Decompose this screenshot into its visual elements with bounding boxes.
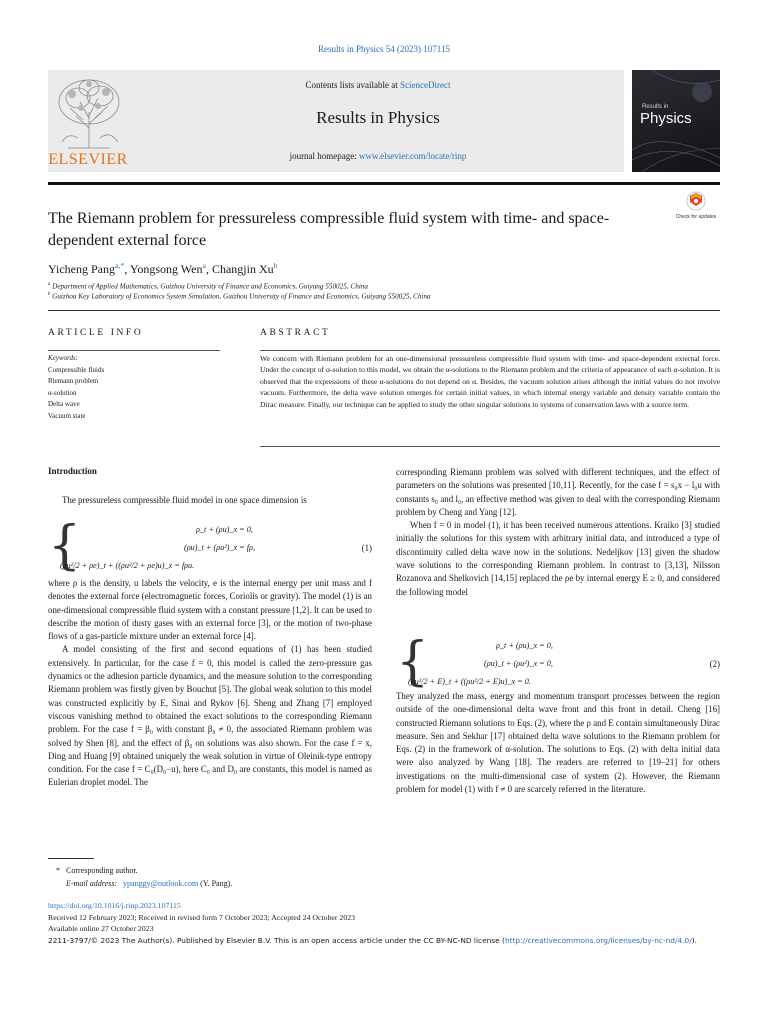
keyword-item: Compressible fluids: [48, 366, 105, 374]
right-paragraph-3: [396, 690, 720, 796]
journal-homepage: [136, 151, 620, 161]
keyword-item: Vacuum state: [48, 411, 86, 420]
abstract-heading: ABSTRACT: [260, 328, 331, 338]
homepage-link[interactable]: www.elsevier.com/locate/rinp: [359, 151, 467, 161]
title-rule: [48, 310, 720, 311]
journal-cover-image: [632, 70, 720, 172]
paragraph-text: When f = 0 in model (1), it has been received numerous attentions. Kraiko [3] studied initially the solutions for this system with arbitrary initial data, and introduced a type of discontinuity called delta wave now in the solutions. Nedeljkov [13] given the shadow wave solutions to the corresponding Riemann problem. In contrast to [3,13], Nilsson Rozanova and Shelkovich [14,15] replaced the ρe by internal energy E ≥ 0, and considered the following model: [396, 520, 720, 597]
affiliation-marker: a: [48, 282, 51, 287]
author-name[interactable]: Yicheng Pang: [48, 262, 115, 276]
footnote-marker: *: [56, 866, 60, 875]
paragraph-text: The pressureless compressible fluid model in one space dimension is: [62, 495, 307, 505]
keywords-label: Keywords:: [48, 354, 79, 362]
equation-brace: {: [396, 632, 430, 692]
license-text: 2211-3797/© 2023 The Author(s). Published by Elsevier B.V. This is an open access article under the CC BY-NC-ND license (: [48, 936, 505, 945]
introduction-heading: Introduction: [48, 466, 97, 476]
sciencedirect-link[interactable]: ScienceDirect: [400, 80, 451, 90]
received-dates: Received 12 February 2023; Received in revised form 7 October 2023; Accepted 24 October 2023: [48, 913, 356, 922]
equation-number: (2): [709, 659, 720, 669]
author-separator: ,: [124, 262, 130, 276]
email-suffix: (Y. Pang).: [198, 879, 233, 888]
keyword-item: Delta wave: [48, 400, 80, 409]
doi-link[interactable]: https://doi.org/10.1016/j.rinp.2023.107115: [48, 901, 181, 910]
equation-line: ρ_t + (ρu)_x = 0,: [496, 641, 553, 650]
equation-1: [48, 516, 372, 576]
equation-2: [396, 632, 720, 692]
header-rule: [48, 182, 720, 185]
author-list: [48, 261, 278, 277]
paragraph-text: They analyzed the mass, energy and momentum transport processes between the region outside of the one-dimensional delta wave front and this front in detail. Cheng [16] constructed Riemann solutions to Eqs. (2), where the ρ and E contain simultaneously Dirac measure. Sen and Sekhar [17] obtained delta wave solutions to the Riemann problem for Eqs. (2) in the framework of α-solution. The solutions to Eqs. (2) with delta initial data were also analyzed by Wang [18]. The readers are referred to [19–21] for others investigations on the multi-dimensional case of system (2). However, the Riemann problem for model (1) with f ≠ 0 are scarcely referred in the literature.: [396, 691, 720, 795]
abstract-bottom-rule: [260, 446, 720, 447]
left-paragraph-1: [48, 494, 372, 507]
equation-line: ρ_t + (ρu)_x = 0,: [196, 525, 253, 534]
author-separator: ,: [205, 262, 212, 276]
affiliation-a: [48, 282, 368, 290]
article-info-heading: ARTICLE INFO: [48, 328, 144, 338]
equation-line: (ρu)_t + (ρu²)_x = 0,: [484, 659, 553, 668]
abstract-rule: [260, 350, 720, 351]
license-link[interactable]: http://creativecommons.org/licenses/by-nc-nd/4.0/: [504, 936, 692, 945]
keyword-list: [48, 365, 104, 422]
author-affiliation-marker[interactable]: a: [202, 261, 206, 270]
cover-title-big: Physics: [640, 110, 692, 127]
email-label: E-mail address:: [66, 879, 118, 888]
email-link[interactable]: ypanggy@outlook.com: [123, 879, 199, 888]
equation-brace: {: [48, 516, 82, 576]
equation-line: (ρu²/2 + ρe)_t + ((ρu²/2 + ρe)u)_x = fρu.: [60, 561, 195, 570]
article-info-rule: [48, 350, 220, 351]
contents-prefix: Contents lists available at: [305, 80, 400, 90]
paragraph-text: corresponding Riemann problem was solved with different techniques, and the effect of parameters on the solutions was presented [10,11]. Recently, for the case f = s₀x − l₀u with constants s₀ and l₀, an effective method was given to deal with the corresponding Riemann problem by Cheng and Yang [12].: [396, 467, 720, 517]
author-affiliation-marker[interactable]: a,*: [115, 261, 125, 270]
author-name[interactable]: Yongsong Wen: [129, 262, 203, 276]
journal-name: Results in Physics: [316, 108, 440, 127]
corresponding-author-note: [56, 866, 138, 875]
paragraph-text: where ρ is the density, u labels the velocity, e is the internal energy per unit mass and f denotes the external force (electromagnetic forces, Coriolis or gravity). The model (1) is an one-dimensional compressible fluid system with a constant pressure [1,2]. It can be used to describe the motion of dusty gases with an external force [3], or the motion of two-phase flows of a gas-particle mixture under an external force [4].: [48, 578, 372, 642]
check-for-updates-label: Check for updates: [675, 214, 717, 220]
affiliation-b: [48, 292, 431, 300]
equation-line: (ρu)_t + (ρu²)_x = fρ,: [184, 543, 255, 552]
license-close: ).: [691, 936, 697, 945]
contents-available: [136, 80, 620, 90]
author-name[interactable]: Changjin Xu: [211, 262, 274, 276]
license-statement: [48, 935, 720, 947]
right-paragraphs: [396, 466, 720, 599]
elsevier-wordmark: ELSEVIER: [48, 151, 128, 168]
email-note: [66, 879, 232, 888]
paragraph-text: A model consisting of the first and second equations of (1) has been studied extensively. In particular, for the case f = 0, this model is called the zero-pressure gas dynamics or the adhesion particle dynamics, and the measure solution to the corresponding Riemann problem was firstly given by Bouchut [5]. The global weak solution to this model was constructed explicitly by E, Sinai and Rykov [6]. Sheng and Zhang [7] employed viscous vanishing method to obtained the exact solutions to the corresponding Riemann problem. For the case f = β₀ with constant β₀ ≠ 0, the associated Riemann problem was solved by Shen [8], and the effect of β₀ on solutions was also shown. For the case f = x, Ding and Huang [9] obtained uniquely the weak solution in virtue of Oleinik-type entropy condition. For the case f = C₀(D₀−u), here C₀ and D₀ are constants, this model is named as Eulerian droplet model. The: [48, 644, 372, 788]
article-title: The Riemann problem for pressureless compressible fluid system with time- and space-dependent external force: [48, 210, 610, 249]
affiliation-text: Department of Applied Mathematics, Guizhou University of Finance and Economics, Guiyang 550025, China: [52, 282, 368, 291]
author-affiliation-marker[interactable]: b: [273, 261, 278, 270]
keyword-item: Riemann problem: [48, 377, 99, 386]
available-online-date: Available online 27 October 2023: [48, 924, 154, 933]
affiliation-marker: b: [48, 292, 51, 297]
equation-number: (1): [361, 543, 372, 553]
left-paragraphs: [48, 577, 372, 790]
journal-reference-link[interactable]: Results in Physics 54 (2023) 107115: [318, 44, 450, 54]
footnote-rule: [48, 858, 94, 859]
cover-title-small: Results in: [642, 104, 669, 110]
keyword-item: α-solution: [48, 388, 77, 397]
abstract-text: We concern with Riemann problem for an one-dimensional pressureless compressible fluid system with time- and space-dependent external force. Under the concept of α-solution to this model, we obtain the α-solutions to the Riemann problem and the criteria of appearance of each α-solution. It is observed that the expressions of these α-solutions do not depend on α. Besides, the vacuum solution arises although the initial values do not involve vacuum. Furthermore, the delta wave solution emerges for certain initial values, in which internal energy variable and density variable contain the Dirac measure. Finally, our technique can be applied to study the other singular solutions to systems of conservation laws with a source term.: [260, 354, 720, 409]
homepage-prefix: journal homepage:: [289, 151, 360, 161]
equation-line: (ρu²/2 + E)_t + ((ρu²/2 + E)u)_x = 0.: [408, 677, 531, 686]
affiliation-text: Guizhou Key Laboratory of Economics System Simulation, Guizhou University of Finance and Economics, Guiyang 550025, China: [52, 292, 431, 301]
footnote-text: Corresponding author.: [66, 866, 138, 875]
check-for-updates-icon[interactable]: [672, 190, 720, 230]
